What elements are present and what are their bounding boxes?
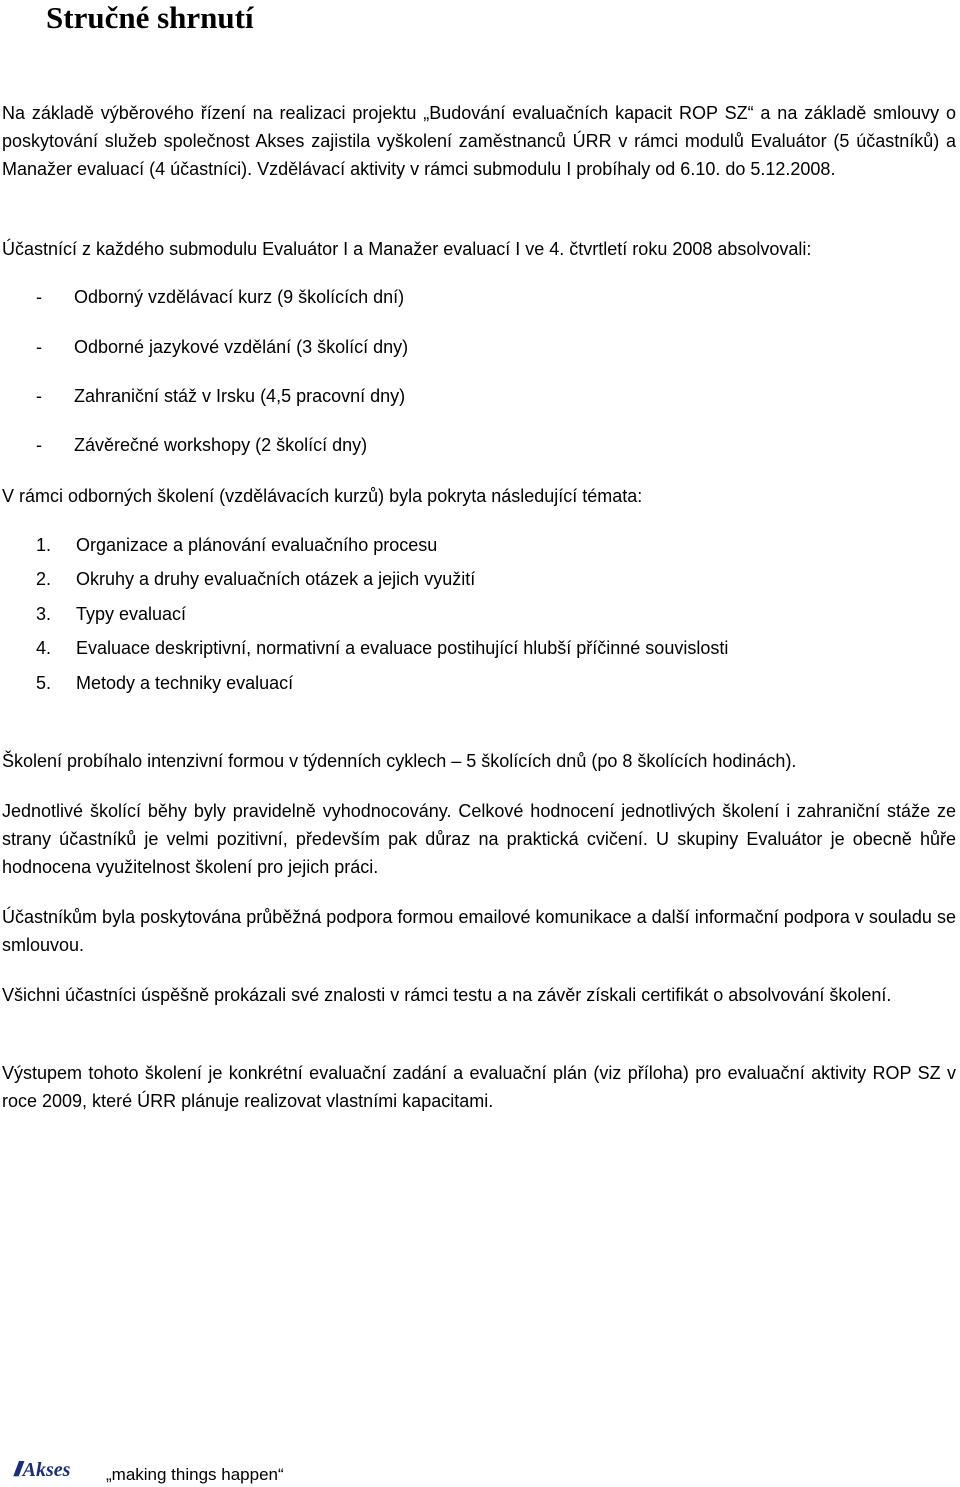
participants-intro: Účastnící z každého submodulu Evaluátor I a Manažer evaluací I ve 4. čtvrtletí roku 2008 absolvovali: xyxy=(2,239,812,259)
list-item: 3. Typy evaluací xyxy=(36,604,187,624)
list-item: - Závěrečné workshopy (2 školící dny) xyxy=(36,435,368,455)
intro-paragraph: Na základě výběrového řízení na realizaci projektu „Budování evaluačních kapacit ROP SZ“ a na základě smlouvy o poskytování služeb společnost Akses zajistila vyškolení zaměstnanců ÚRR v rámci modulů Evaluátor (5 účastníků) a Manažer evaluací (4 účastníci). Vzdělávací aktivity v rámci submodulu I probíhaly od 6.10. do 5.12.2008. xyxy=(2,103,956,179)
certificate-paragraph: Všichni účastníci úspěšně prokázali své znalosti v rámci testu a na závěr získali certifikát o absolvování školení. xyxy=(2,985,892,1005)
logo-text: Akses xyxy=(22,1458,71,1481)
output-paragraph: Výstupem tohoto školení je konkrétní evaluační zadání a evaluační plán (viz příloha) pro evaluační aktivity ROP SZ v roce 2009, které ÚRR plánuje realizovat vlastními kapacitami. xyxy=(2,1063,956,1111)
list-item: 4. Evaluace deskriptivní, normativní a evaluace postihující hlubší příčinné souvislosti xyxy=(36,638,729,658)
list-item: - Zahraniční stáž v Irsku (4,5 pracovní dny) xyxy=(36,386,406,406)
logo-slashes-icon: /// xyxy=(14,1458,19,1481)
page-title: Stručné shrnutí xyxy=(46,0,254,35)
list-item: 1. Organizace a plánování evaluačního procesu xyxy=(36,535,438,555)
support-paragraph: Účastníkům byla poskytována průběžná podpora formou emailové komunikace a další informační podpora v souladu se smlouvou. xyxy=(2,907,956,955)
evaluation-paragraph: Jednotlivé školící běhy byly pravidelně vyhodnocovány. Celkové hodnocení jednotlivých školení i zahraniční stáže ze strany účastníků je velmi pozitivní, především pak důraz na praktická cvičení. U skupiny Evaluátor je obecně hůře hodnocena využitelnost školení pro jejich práci. xyxy=(2,801,956,877)
akses-logo xyxy=(14,1457,70,1483)
list-item: - Odborné jazykové vzdělání (3 školící dny) xyxy=(36,337,409,357)
training-form-paragraph: Školení probíhalo intenzivní formou v týdenních cyklech – 5 školících dnů (po 8 školících hodinách). xyxy=(2,751,797,771)
footer-slogan: „making things happen“ xyxy=(106,1465,284,1484)
topics-intro: V rámci odborných školení (vzdělávacích kurzů) byla pokryta následující témata: xyxy=(2,486,643,506)
list-item: - Odborný vzdělávací kurz (9 školících dní) xyxy=(36,287,405,307)
list-item: 5. Metody a techniky evaluací xyxy=(36,673,294,693)
list-item: 2. Okruhy a druhy evaluačních otázek a jejich využití xyxy=(36,569,476,589)
